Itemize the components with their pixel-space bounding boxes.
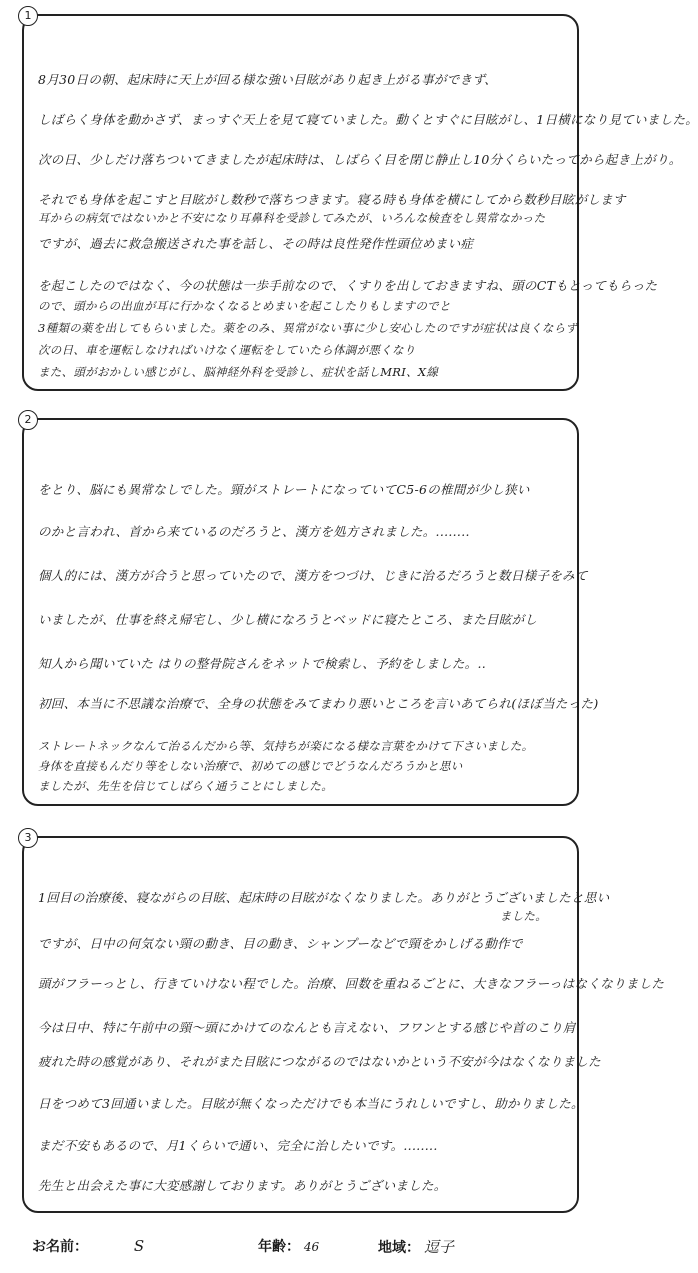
text-line: 頭がフラーっとし、行きていけない程でした。治療、回数を重ねるごとに、大きなフラーっはなくなりました [38,976,665,991]
text-line: ました。 [499,909,547,923]
name-field [32,1236,144,1256]
region-label: 地域： [378,1239,420,1255]
name-value: S [133,1237,145,1255]
text-line: 先生と出会えた事に大変感謝しております。ありがとうございました。 [38,1178,447,1193]
text-line: 3種類の薬を出してもらいました。薬をのみ、異常がない事に少し安心したのですが症状は良くならず [38,321,578,335]
region-field [378,1236,454,1257]
text-line: 1回目の治療後、寝ながらの目眩、起床時の目眩がなくなりました。ありがとうございましたと思い [38,890,610,905]
age-label: 年齢： [258,1238,300,1254]
text-line: 身体を直接もんだり等をしない治療で、初めての感じでどうなんだろうかと思い [38,759,463,773]
text-line: 知人から聞いていた はりの整骨院さんをネットで検索し、予約をしました。.. [38,656,487,671]
text-line: まだ不安もあるので、月1くらいで通い、完全に治したいです。........ [38,1138,438,1153]
section-number-1: 1 [18,6,38,26]
text-line: 日をつめて3回通いました。目眩が無くなっただけでも本当にうれしいですし、助かりました。 [38,1096,584,1111]
text-line: 今は日中、特に午前中の頸〜頭にかけてのなんとも言えない、フワンとする感じや首のこり肩 [38,1020,576,1035]
text-line: ストレートネックなんて治るんだから等、気持ちが楽になる様な言葉をかけて下さいました。 [38,739,534,753]
text-line: また、頭がおかしい感じがし、脳神経外科を受診し、症状を話しMRI、X線 [38,365,439,379]
text-line: 次の日、車を運転しなければいけなく運転をしていたら体調が悪くなり [38,343,416,357]
text-line: をとり、脳にも異常なしでした。頸がストレートになっていてC5-6の椎間が少し狭い [38,482,530,497]
section-number-3: 3 [18,828,38,848]
region-value: 逗子 [423,1238,454,1256]
text-line: しばらく身体を動かさず、まっすぐ天上を見て寝ていました。動くとすぐに目眩がし、1日横になり見ていました。 [38,112,698,127]
text-line: それでも身体を起こすと目眩がし数秒で落ちつきます。寝る時も身体を横にしてから数秒目眩がします [38,192,626,207]
text-line: 耳からの病気ではないかと不安になり耳鼻科を受診してみたが、いろんな検査をし異常なかった [38,211,546,225]
text-line: 初回、本当に不思議な治療で、全身の状態をみてまわり悪いところを言いあてられ(ほぼ当たった) [38,696,599,711]
text-line: 8月30日の朝、起床時に天上が回る様な強い目眩があり起き上がる事ができず、 [38,72,497,87]
text-line: のかと言われ、首から来ているのだろうと、漢方を処方されました。........ [38,524,470,539]
testimonial-panel-3 [22,831,665,1213]
text-line: ですが、過去に救急搬送された事を話し、その時は良性発作性頭位めまい症 [38,236,474,251]
testimonial-panel-1 [22,9,698,391]
age-field [258,1236,319,1256]
age-value: 46 [303,1240,320,1254]
testimonial-panel-2 [22,413,599,806]
text-line: ので、頭からの出血が耳に行かなくなるとめまいを起こしたりもしますのでと [38,299,451,313]
text-line: 次の日、少しだけ落ちついてきましたが起床時は、しばらく目を閉じ静止し10分くらいたってから起き上がり。 [38,152,682,167]
text-line: ですが、日中の何気ない頸の動き、目の動き、シャンプーなどで頸をかしげる動作で [38,936,523,951]
text-line: 疲れた時の感覚があり、それがまた目眩につながるのではないかという不安が今はなくなりました [38,1054,601,1069]
section-number-2: 2 [18,410,38,430]
text-line: を起こしたのではなく、今の状態は一歩手前なので、くすりを出しておきますね、頭のCTもとってもらった [38,278,658,293]
text-line: 個人的には、漢方が合うと思っていたので、漢方をつづけ、じきに治るだろうと数日様子をみて [38,568,588,583]
text-line: いましたが、仕事を終え帰宅し、少し横になろうとベッドに寝たところ、また目眩がし [38,612,538,627]
text-line: ましたが、先生を信じてしばらく通うことにしました。 [38,779,333,793]
name-label: お名前： [32,1238,88,1254]
